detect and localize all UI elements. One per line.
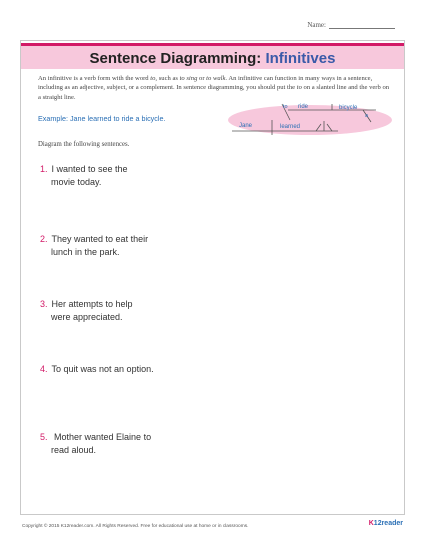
question-text-line1: I wanted to see the bbox=[51, 164, 128, 174]
intro-italic-to: to bbox=[150, 75, 156, 82]
diagram-word-jane: Jane bbox=[239, 123, 253, 129]
example-diagram bbox=[228, 100, 392, 136]
intro-italic-ex2: to walk bbox=[206, 75, 226, 82]
question-number: 3. bbox=[40, 299, 48, 309]
intro-text-2: , such as bbox=[155, 75, 180, 82]
question-2 bbox=[40, 233, 148, 259]
intro-italic-to2: to bbox=[296, 84, 302, 92]
intro-italic-ex1: to sing bbox=[179, 75, 198, 82]
page-title bbox=[21, 50, 404, 67]
diagram-background-oval bbox=[228, 105, 392, 135]
diagram-word-a: a bbox=[365, 113, 369, 119]
instructions: Diagram the following sentences. bbox=[38, 141, 130, 148]
question-text-line1: They wanted to eat their bbox=[51, 234, 149, 244]
question-number: 4. bbox=[40, 364, 48, 374]
diagram-word-learned: learned bbox=[280, 124, 301, 130]
question-3 bbox=[40, 298, 133, 324]
logo-k: K bbox=[368, 520, 374, 527]
logo-text: 12reader bbox=[373, 520, 403, 527]
question-4 bbox=[40, 363, 154, 376]
intro-text-1: An infinitive is a verb form with the word bbox=[38, 75, 151, 82]
question-number: 5. bbox=[40, 432, 48, 442]
intro-text-5: on a slanted line and the verb on a straight line. bbox=[38, 84, 390, 101]
banner-accent-bar bbox=[21, 43, 404, 46]
question-text-line2: movie today. bbox=[51, 177, 102, 187]
question-text-line2: were appreciated. bbox=[51, 312, 123, 322]
intro-text-4: . An infinitive can function in many ways in a sentence, including as an adjective, subject, or a complement. In sentence diagramming, you should put the bbox=[38, 75, 373, 92]
name-blank-line bbox=[329, 21, 395, 29]
name-field bbox=[307, 21, 395, 29]
title-main: Sentence Diagramming: bbox=[89, 50, 262, 67]
question-number: 1. bbox=[40, 164, 48, 174]
intro-text-3: or bbox=[197, 75, 207, 82]
question-text-line1: Mother wanted Elaine to bbox=[51, 432, 152, 442]
title-accent: Infinitives bbox=[265, 50, 336, 67]
diagram-word-to: to bbox=[283, 104, 288, 110]
question-text-line1: To quit was not an option. bbox=[51, 364, 154, 374]
copyright-footer: Copyright © 2015 K12reader.com. All Rights Reserved. Free for educational use at home or in classrooms. bbox=[22, 524, 249, 529]
name-label: Name: bbox=[307, 21, 326, 29]
example-sentence: Example: Jane learned to ride a bicycle. bbox=[38, 114, 166, 123]
question-number: 2. bbox=[40, 234, 48, 244]
question-text-line2: read aloud. bbox=[51, 445, 97, 455]
intro-paragraph bbox=[38, 74, 390, 102]
title-banner bbox=[21, 43, 404, 69]
question-1 bbox=[40, 163, 128, 189]
question-text-line1: Her attempts to help bbox=[51, 299, 133, 309]
question-5 bbox=[40, 431, 151, 457]
question-text-line2: lunch in the park. bbox=[51, 247, 120, 257]
k12reader-logo[interactable] bbox=[369, 520, 403, 527]
diagram-word-bicycle: bicycle bbox=[339, 105, 358, 111]
diagram-word-ride: ride bbox=[298, 104, 309, 110]
